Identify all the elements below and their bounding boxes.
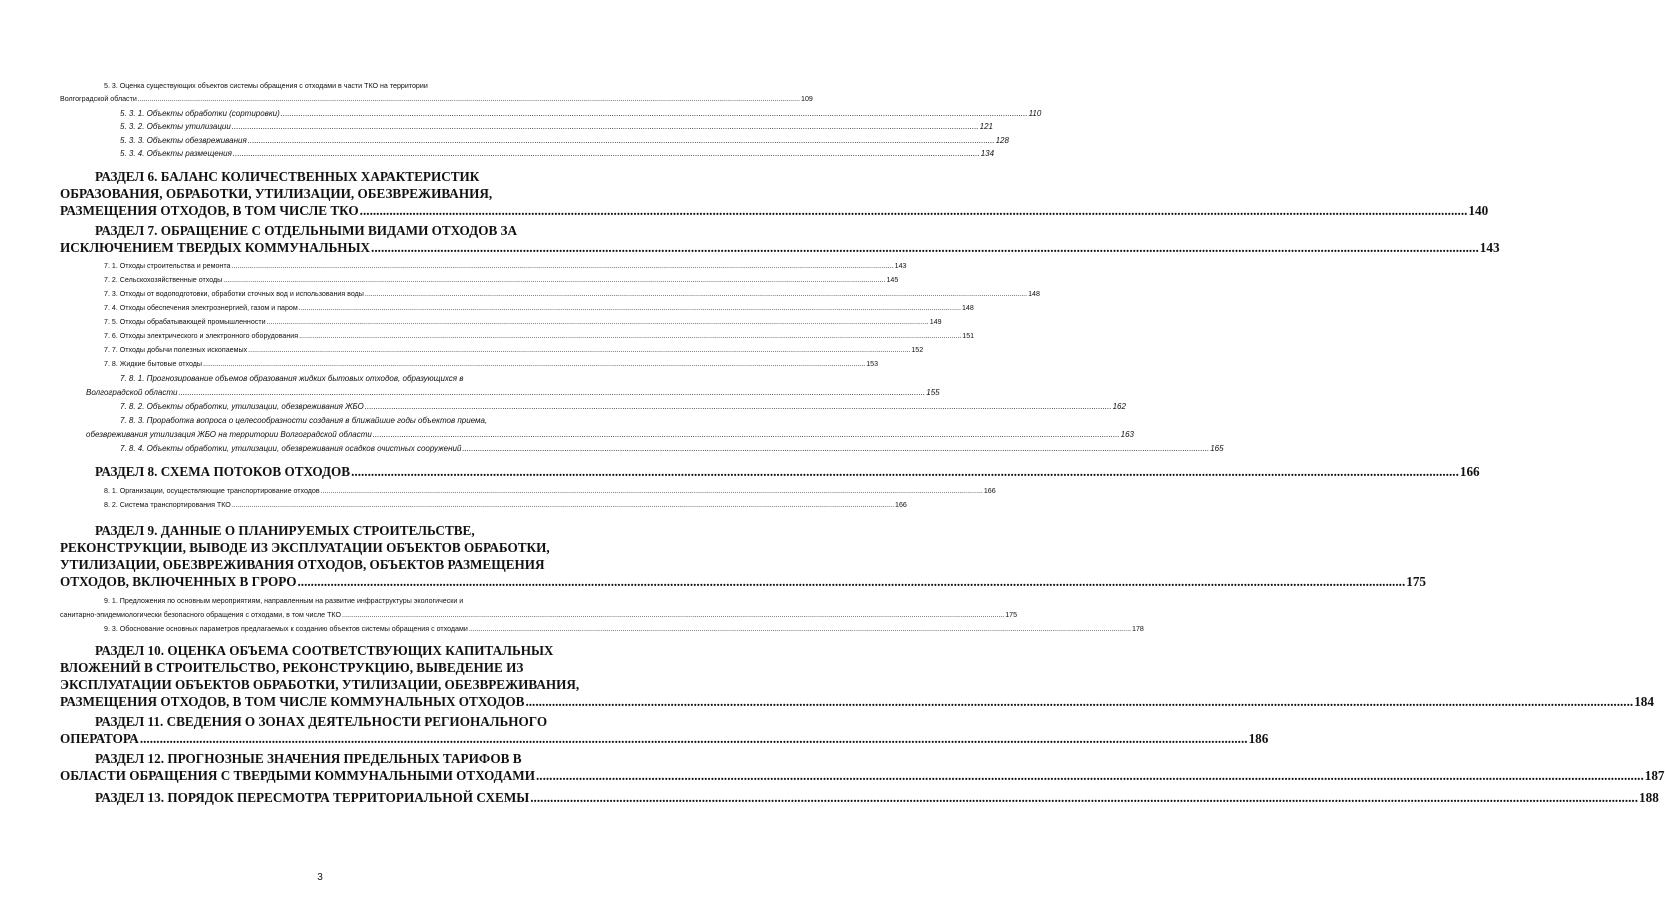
toc-dot-leader [140, 731, 1248, 747]
toc-dot-leader [233, 149, 980, 158]
toc-entry-title: РАЗДЕЛ 7. ОБРАЩЕНИЕ С ОТДЕЛЬНЫМИ ВИДАМИ ОТХОДОВ ЗА [95, 223, 518, 238]
toc-entry [60, 694, 1654, 712]
toc-entry-page: 140 [1468, 203, 1489, 218]
toc-entry [60, 186, 621, 204]
toc-dot-leader [267, 318, 929, 326]
toc-entry [60, 557, 621, 575]
toc-entry-page: 145 [886, 276, 899, 284]
toc-entry-title: обезвреживания утилизация ЖБО на территории Волгоградской области [86, 430, 372, 439]
toc-entry-title: 7. 7. Отходы добычи полезных ископаемых [104, 346, 248, 354]
toc-entry-title: 5. 3. 1. Объекты обработки (сортировки) [120, 109, 280, 118]
toc-entry-title: 5. 3. 2. Объекты утилизации [120, 122, 231, 131]
toc-entry [104, 501, 907, 513]
toc-dot-leader [365, 402, 1112, 411]
toc-entry-page: 143 [894, 262, 907, 270]
toc-entry [120, 374, 583, 387]
toc-entry-title: РАЗДЕЛ 13. ПОРЯДОК ПЕРЕСМОТРА ТЕРРИТОРИАЛЬНОЙ СХЕМЫ [95, 790, 530, 805]
toc-dot-leader [536, 768, 1644, 784]
toc-dot-leader [178, 388, 925, 397]
toc-entry [104, 304, 974, 316]
toc-entry-title: 7. 8. Жидкие бытовые отходы [104, 360, 202, 368]
toc-entry [95, 751, 621, 769]
toc-entry-title: 8. 1. Организации, осуществляющие транспортирование отходов [104, 487, 320, 495]
toc-dot-leader [281, 109, 1028, 118]
toc-entry-title: 9. 1. Предложения по основным мероприятиям, направленным на развитие инфраструктуры экологически и [104, 597, 464, 605]
toc-entry-title: 7. 4. Отходы обеспечения электроэнергией, газом и паром [104, 304, 298, 312]
toc-entry-page: 134 [980, 149, 995, 158]
toc-entry [104, 262, 907, 274]
toc-dot-leader [231, 262, 893, 270]
toc-dot-leader [373, 430, 1120, 439]
toc-dot-leader [203, 360, 865, 368]
toc-entry-title: УТИЛИЗАЦИИ, ОБЕЗВРЕЖИВАНИЯ ОТХОДОВ, ОБЪЕКТОВ РАЗМЕЩЕНИЯ [60, 557, 545, 572]
toc-entry-title: ОПЕРАТОРА [60, 731, 139, 746]
toc-entry-title: РАЗМЕЩЕНИЯ ОТХОДОВ, В ТОМ ЧИСЛЕ ТКО [60, 203, 359, 218]
toc-entry [104, 82, 620, 94]
toc-entry-title: РАЗМЕЩЕНИЯ ОТХОДОВ, В ТОМ ЧИСЛЕ КОММУНАЛЬНЫХ ОТХОДОВ [60, 694, 525, 709]
toc-entry [86, 388, 940, 401]
toc-entry-page: 153 [866, 360, 879, 368]
toc-entry-page: 184 [1634, 694, 1654, 709]
toc-entry-page: 151 [962, 332, 975, 340]
toc-entry [60, 677, 621, 695]
toc-entry-title: ЭКСПЛУАТАЦИИ ОБЪЕКТОВ ОБРАБОТКИ, УТИЛИЗАЦИИ, ОБЕЗВРЕЖИВАНИЯ, [60, 677, 580, 692]
toc-entry-title: 7. 8. 4. Объекты обработки, утилизации, обезвреживания осадков очистных сооружений [120, 444, 462, 453]
toc-entry-title: ОБРАЗОВАНИЯ, ОБРАБОТКИ, УТИЛИЗАЦИИ, ОБЕЗВРЕЖИВАНИЯ, [60, 186, 493, 201]
toc-entry-title: РАЗДЕЛ 10. ОЦЕНКА ОБЪЕМА СООТВЕТСТВУЮЩИХ КАПИТАЛЬНЫХ [95, 643, 554, 658]
toc-entry-page: 187 [1644, 768, 1665, 783]
toc-entry [95, 223, 621, 241]
toc-entry [60, 203, 1489, 221]
toc-entry [60, 540, 621, 558]
toc-entry-page: 121 [979, 122, 993, 131]
toc-entry-title: 5. 3. 4. Объекты размещения [120, 149, 232, 158]
toc-entry-page: 166 [1459, 464, 1480, 479]
toc-entry-page: 110 [1028, 109, 1042, 118]
toc-entry-title: РАЗДЕЛ 6. БАЛАНС КОЛИЧЕСТВЕННЫХ ХАРАКТЕРИСТИК [95, 169, 480, 184]
toc-dot-leader [321, 487, 983, 495]
toc-entry [60, 731, 1269, 749]
toc-dot-leader [342, 611, 1004, 619]
toc-dot-leader [248, 346, 910, 354]
toc-dot-leader [525, 694, 1633, 710]
toc-dot-leader [351, 464, 1459, 480]
page-number: 3 [317, 872, 323, 883]
toc-entry [95, 790, 1659, 808]
toc-entry [60, 768, 1665, 786]
toc-entry-page: 149 [929, 318, 942, 326]
toc-entry-page: 143 [1479, 240, 1500, 255]
toc-entry [104, 276, 899, 288]
toc-entry-title: ИСКЛЮЧЕНИЕМ ТВЕРДЫХ КОММУНАЛЬНЫХ [60, 240, 371, 255]
toc-entry [60, 240, 1500, 258]
toc-entry-page: 175 [1005, 611, 1018, 619]
toc-entry-title: РАЗДЕЛ 11. СВЕДЕНИЯ О ЗОНАХ ДЕЯТЕЛЬНОСТИ РЕГИОНАЛЬНОГО [95, 714, 548, 729]
toc-entry [104, 597, 620, 609]
toc-entry [60, 574, 1427, 592]
toc-entry [86, 430, 1134, 443]
toc-entry-title: ОТХОДОВ, ВКЛЮЧЕННЫХ В ГРОРО [60, 574, 297, 589]
toc-dot-leader [469, 625, 1131, 633]
toc-entry-page: 152 [911, 346, 924, 354]
toc-entry-title: 7. 8. 2. Объекты обработки, утилизации, обезвреживания ЖБО [120, 402, 364, 411]
toc-entry [104, 318, 942, 330]
toc-entry-title: РАЗДЕЛ 12. ПРОГНОЗНЫЕ ЗНАЧЕНИЯ ПРЕДЕЛЬНЫХ ТАРИФОВ В [95, 751, 522, 766]
toc-entry [120, 149, 995, 162]
toc-dot-leader [462, 444, 1209, 453]
toc-entry-title: РЕКОНСТРУКЦИИ, ВЫВОДЕ ИЗ ЭКСПЛУАТАЦИИ ОБЪЕКТОВ ОБРАБОТКИ, [60, 540, 550, 555]
toc-dot-leader [530, 790, 1638, 806]
toc-dot-leader [297, 574, 1405, 590]
toc-entry [95, 169, 621, 187]
toc-entry-page: 186 [1248, 731, 1269, 746]
toc-entry-title: санитарно-эпидемиологически безопасного обращения с отходами, в том числе ТКО [60, 611, 342, 619]
toc-entry [120, 109, 1042, 122]
toc-dot-leader [365, 290, 1027, 298]
toc-entry-page: 162 [1112, 402, 1126, 411]
toc-entry [95, 464, 1480, 482]
toc-entry-page: 165 [1210, 444, 1224, 453]
toc-entry [104, 332, 975, 344]
toc-entry [120, 402, 1126, 415]
toc-entry-title: 7. 6. Отходы электрического и электронного оборудования [104, 332, 299, 340]
toc-dot-leader [248, 136, 995, 145]
toc-entry-page: 148 [1028, 290, 1040, 298]
toc-entry-title: 9. 3. Обоснование основных параметров предлагаемых к созданию объектов системы обращения с отходами [104, 625, 468, 633]
toc-dot-leader [223, 276, 885, 284]
toc-entry [60, 611, 1018, 623]
toc-entry-title: 7. 3. Отходы от водоподготовки, обработки сточных вод и использования воды [104, 290, 364, 298]
toc-entry [104, 625, 1144, 637]
toc-dot-leader [232, 122, 979, 131]
toc-dot-leader [232, 501, 894, 509]
toc-entry [104, 360, 879, 372]
toc-entry-title: Волгоградской области [60, 95, 137, 103]
toc-entry-title: ОБЛАСТИ ОБРАЩЕНИЯ С ТВЕРДЫМИ КОММУНАЛЬНЫМИ ОТХОДАМИ [60, 768, 535, 783]
toc-entry-title: 5. 3. Оценка существующих объектов системы обращения с отходами в части ТКО на территории [104, 82, 428, 90]
toc-dot-leader [360, 203, 1468, 219]
toc-entry [104, 487, 996, 499]
toc-entry-page: 178 [1132, 625, 1144, 633]
toc-entry-title: 7. 2. Сельскохозяйственные отходы [104, 276, 223, 284]
toc-entry-page: 148 [961, 304, 974, 312]
toc-entry-page: 163 [1120, 430, 1134, 439]
toc-entry-page: 166 [895, 501, 907, 509]
toc-entry-title: 7. 1. Отходы строительства и ремонта [104, 262, 231, 270]
toc-entry [60, 660, 621, 678]
toc-entry [104, 346, 924, 358]
toc-entry-title: 8. 2. Система транспортирования ТКО [104, 501, 231, 509]
toc-entry-page: 155 [926, 388, 940, 397]
toc-dot-leader [371, 240, 1479, 256]
toc-entry-page: 109 [801, 95, 813, 103]
toc-entry-title: РАЗДЕЛ 8. СХЕМА ПОТОКОВ ОТХОДОВ [95, 464, 351, 479]
toc-entry [120, 444, 1224, 457]
toc-entry-page: 128 [995, 136, 1009, 145]
toc-entry [120, 136, 1009, 149]
toc-entry [104, 290, 1040, 302]
toc-dot-leader [299, 304, 961, 312]
toc-entry-title: 5. 3. 3. Объекты обезвреживания [120, 136, 247, 145]
toc-entry-title: Волгоградской области [86, 388, 178, 397]
toc-dot-leader [138, 95, 800, 103]
toc-entry [95, 523, 621, 541]
toc-entry-title: ВЛОЖЕНИЙ В СТРОИТЕЛЬСТВО, РЕКОНСТРУКЦИЮ, ВЫВЕДЕНИЕ ИЗ [60, 660, 524, 675]
toc-entry [95, 714, 621, 732]
toc-dot-leader [299, 332, 961, 340]
toc-entry-title: 7. 8. 3. Проработка вопроса о целесообразности создания в ближайшие годы объектов приема, [120, 416, 488, 425]
toc-entry [120, 122, 993, 135]
toc-entry [120, 416, 583, 429]
toc-entry [95, 643, 621, 661]
toc-entry-page: 175 [1406, 574, 1427, 589]
toc-entry-title: РАЗДЕЛ 9. ДАННЫЕ О ПЛАНИРУЕМЫХ СТРОИТЕЛЬСТВЕ, [95, 523, 475, 538]
toc-entry [60, 95, 813, 107]
toc-entry-title: 7. 5. Отходы обрабатывающей промышленности [104, 318, 266, 326]
toc-entry-page: 166 [983, 487, 996, 495]
toc-entry-page: 188 [1639, 790, 1659, 805]
toc-entry-title: 7. 8. 1. Прогнозирование объемов образования жидких бытовых отходов, образующихся в [120, 374, 464, 383]
